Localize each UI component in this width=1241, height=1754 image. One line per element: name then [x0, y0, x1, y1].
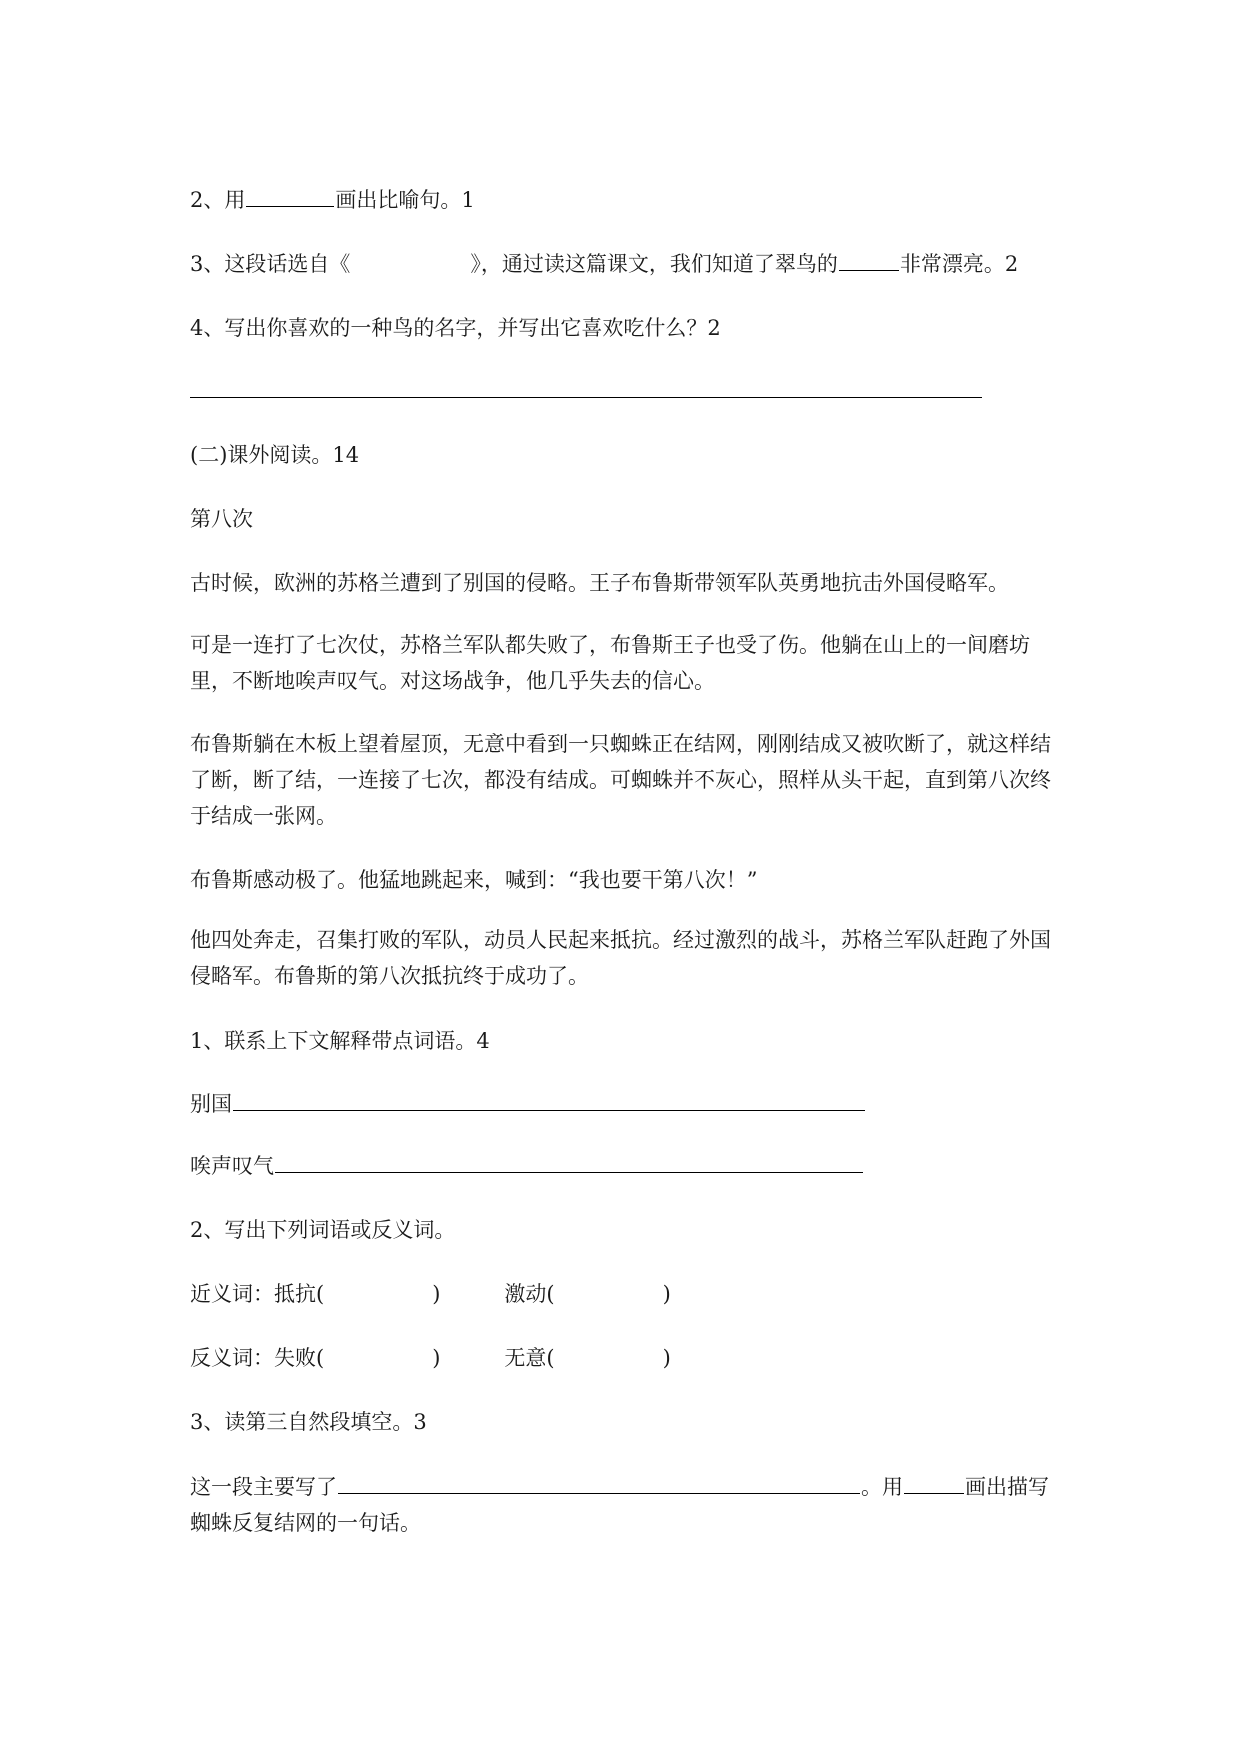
fill-mid: 。用 — [861, 1475, 903, 1499]
answer-blank[interactable] — [246, 184, 334, 207]
fill-suffix: 画出描写 — [965, 1475, 1049, 1499]
antonym-label: 反义词： — [190, 1346, 274, 1370]
antonym-row — [190, 1341, 671, 1375]
paren-close: ) — [662, 1346, 671, 1370]
q3-mid: 》，通过读这篇课文，我们知道了翠鸟的 — [470, 252, 838, 276]
answer-line[interactable] — [190, 397, 982, 398]
answer-blank[interactable] — [839, 248, 899, 271]
word-explain-row — [190, 1149, 864, 1183]
passage-paragraph: 他四处奔走，召集打败的军队，动员人民起来抵抗。经过激烈的战斗，苏格兰军队赶跑了外国侵略军。布鲁斯的第八次抵抗终于成功了。 — [190, 928, 1051, 988]
question-2 — [190, 183, 475, 217]
word-explain-row — [190, 1087, 866, 1121]
answer-blank[interactable] — [904, 1471, 964, 1494]
antonym-word: 失败( — [274, 1346, 325, 1370]
fill-blank-row — [190, 1470, 1049, 1504]
answer-blank[interactable] — [338, 1471, 860, 1494]
exercise-2: 2、写出下列词语或反义词。 — [190, 1218, 456, 1242]
paren-close: ) — [662, 1282, 671, 1306]
synonym-row — [190, 1277, 671, 1311]
passage-paragraph: 古时候，欧洲的苏格兰遭到了别国的侵略。王子布鲁斯带领军队英勇地抗击外国侵略军。 — [190, 571, 1009, 595]
paren-close: ) — [432, 1282, 441, 1306]
passage-paragraph: 可是一连打了七次仗，苏格兰军队都失败了，布鲁斯王子也受了伤。他躺在山上的一间磨坊里，不断地唉声叹气。对这场战争，他几乎失去的信心。 — [190, 633, 1030, 693]
q2-suffix: 画出比喻句。1 — [335, 188, 475, 212]
paren-close: ) — [432, 1346, 441, 1370]
section-heading: (二)课外阅读。14 — [190, 443, 360, 467]
antonym-word: 无意( — [504, 1346, 555, 1370]
q3-prefix: 3、这段话选自《 — [190, 252, 351, 276]
question-4 — [190, 311, 721, 345]
q4-text: 4、写出你喜欢的一种鸟的名字，并写出它喜欢吃什么？2 — [190, 316, 721, 340]
synonym-label: 近义词： — [190, 1282, 274, 1306]
answer-blank[interactable] — [275, 1150, 863, 1173]
fill-blank-continuation: 蜘蛛反复结网的一句话。 — [190, 1511, 421, 1535]
exercise-3: 3、读第三自然段填空。3 — [190, 1410, 427, 1434]
passage-title: 第八次 — [190, 507, 253, 531]
answer-blank[interactable] — [233, 1088, 865, 1111]
synonym-word: 抵抗( — [274, 1282, 325, 1306]
passage-paragraph: 布鲁斯感动极了。他猛地跳起来，喊到：“我也要干第八次！” — [190, 868, 758, 892]
q2-prefix: 2、用 — [190, 188, 246, 212]
passage-paragraph: 布鲁斯躺在木板上望着屋顶，无意中看到一只蜘蛛正在结网，刚刚结成又被吹断了，就这样结了断，断了结，一连接了七次，都没有结成。可蜘蛛并不灰心，照样从头干起，直到第八次终于结成一张网。 — [190, 732, 1051, 828]
fill-prefix: 这一段主要写了 — [190, 1475, 337, 1499]
synonym-word: 激动( — [504, 1282, 555, 1306]
exercise-1: 1、联系上下文解释带点词语。4 — [190, 1029, 490, 1053]
word-label: 唉声叹气 — [190, 1154, 274, 1178]
question-3 — [190, 247, 1018, 281]
word-label: 别国 — [190, 1092, 232, 1116]
q3-suffix: 非常漂亮。2 — [899, 252, 1019, 276]
